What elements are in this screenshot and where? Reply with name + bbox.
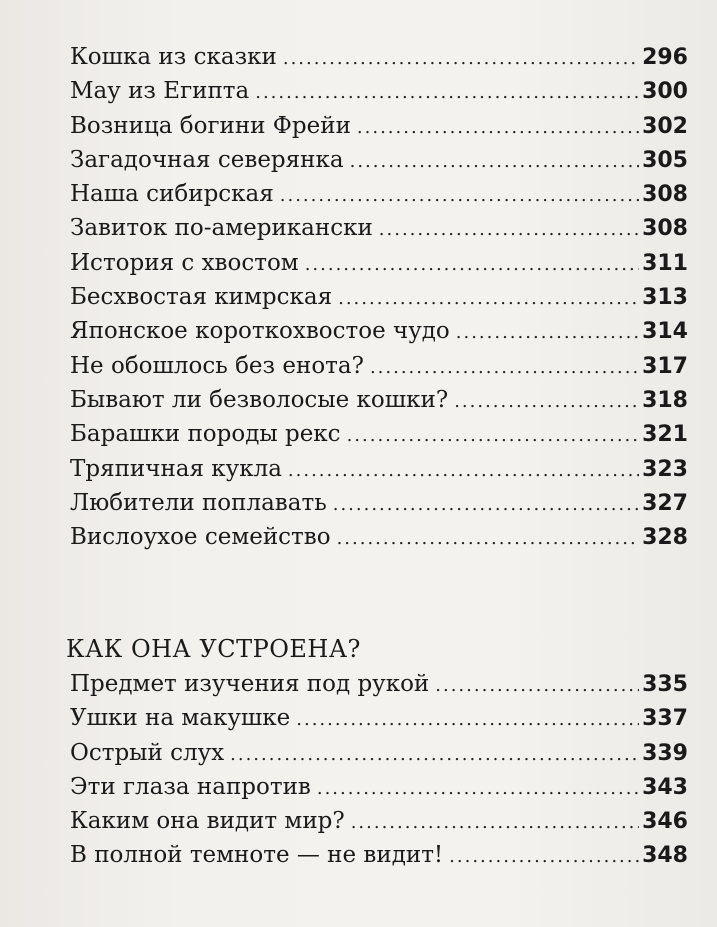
toc-entry-title: Бывают ли безволосые кошки? <box>70 386 449 413</box>
toc-entry-page-number: 300 <box>642 79 688 105</box>
dot-leader <box>288 454 639 488</box>
toc-entry-page-number: 323 <box>642 456 688 482</box>
dot-leader <box>449 840 639 874</box>
toc-entry <box>70 143 688 177</box>
toc-entry-page-number: 296 <box>642 45 688 70</box>
toc-entry-title: Ушки на макушке <box>70 705 291 732</box>
dot-leader <box>333 488 639 522</box>
section-heading: КАК ОНА УСТРОЕНА? <box>66 635 361 663</box>
toc-entry-title: В полной темноте — не видит! <box>70 842 444 869</box>
toc-entry <box>70 452 688 486</box>
toc-entry <box>70 40 688 74</box>
toc-entry-page-number: 328 <box>642 525 688 551</box>
toc-entry-title: Тряпичная кукла <box>70 455 282 482</box>
toc-entry-page-number: 305 <box>642 147 688 173</box>
toc-entry-page-number: 302 <box>642 113 688 139</box>
dot-leader <box>255 76 639 110</box>
toc-entry <box>70 383 688 417</box>
toc-entry <box>70 109 688 143</box>
dot-leader <box>456 316 639 350</box>
dot-leader <box>317 772 639 806</box>
toc-entry-page-number: 314 <box>642 319 688 345</box>
toc-entry-page-number: 337 <box>642 706 688 732</box>
toc-entry <box>70 701 688 735</box>
toc-entry <box>70 520 688 554</box>
toc-entry-title: Острый слух <box>70 739 225 766</box>
dot-leader <box>283 42 639 76</box>
toc-entry-page-number: 321 <box>642 422 688 448</box>
toc-entry-page-number: 339 <box>642 740 688 766</box>
dot-leader <box>337 522 639 556</box>
toc-entry-page-number: 313 <box>642 285 688 311</box>
dot-leader <box>379 213 639 247</box>
toc-entry <box>70 280 688 314</box>
dot-leader <box>454 385 639 419</box>
dot-leader <box>347 419 639 453</box>
dot-leader <box>230 738 639 772</box>
toc-entry <box>70 736 688 770</box>
toc-entry-title: Японское короткохвостое чудо <box>70 318 450 345</box>
toc-entry-title: Каким она видит мир? <box>70 808 345 835</box>
toc-entry-page-number: 327 <box>642 490 688 516</box>
toc-entry <box>70 770 688 804</box>
toc-entry-page-number: 318 <box>642 387 688 413</box>
dot-leader <box>435 669 639 703</box>
toc-entry-page-number: 308 <box>642 216 688 242</box>
toc-entry-title: Загадочная северянка <box>70 146 344 173</box>
toc-entry-title: Эти глаза напротив <box>70 773 311 800</box>
dot-leader <box>351 806 639 840</box>
toc-entry-title: Наша сибирская <box>70 181 274 208</box>
toc-entry <box>70 486 688 520</box>
dot-leader <box>350 145 639 179</box>
toc-entry-page-number: 317 <box>642 353 688 379</box>
toc-entry-title: Кошка из сказки <box>70 44 277 70</box>
toc-entry-page-number: 311 <box>642 250 688 276</box>
toc-entry <box>70 838 688 872</box>
toc-entry-page-number: 348 <box>642 843 688 869</box>
toc-entry-title: Предмет изучения под рукой <box>70 671 430 697</box>
toc-list-part1 <box>70 40 688 554</box>
toc-entry <box>70 667 688 701</box>
toc-entry-title: Барашки породы рекс <box>70 421 341 448</box>
toc-entry-page-number: 335 <box>642 672 688 697</box>
dot-leader <box>338 282 639 316</box>
toc-entry-title: История с хвостом <box>70 249 299 276</box>
toc-entry-title: Не обошлось без енота? <box>70 352 364 379</box>
toc-entry <box>70 177 688 211</box>
dot-leader <box>280 179 639 213</box>
toc-entry-page-number: 308 <box>642 182 688 208</box>
toc-entry-page-number: 346 <box>642 809 688 835</box>
toc-entry <box>70 417 688 451</box>
toc-entry <box>70 314 688 348</box>
toc-entry-title: Мау из Египта <box>70 78 250 105</box>
toc-entry <box>70 349 688 383</box>
toc-entry-title: Возница богини Фрейи <box>70 112 351 139</box>
toc-entry-page-number: 343 <box>642 774 688 800</box>
dot-leader <box>357 111 639 145</box>
dot-leader <box>305 248 639 282</box>
toc-entry-title: Бесхвостая кимрская <box>70 284 333 311</box>
toc-entry-title: Любители поплавать <box>70 489 327 516</box>
toc-entry <box>70 246 688 280</box>
toc-entry <box>70 804 688 838</box>
toc-entry <box>70 211 688 245</box>
toc-entry-title: Завиток по-американски <box>70 215 373 242</box>
dot-leader <box>296 703 639 737</box>
toc-entry-title: Вислоухое семейство <box>70 524 331 551</box>
toc-list-part2 <box>70 667 688 873</box>
toc-entry <box>70 74 688 108</box>
dot-leader <box>370 351 639 385</box>
